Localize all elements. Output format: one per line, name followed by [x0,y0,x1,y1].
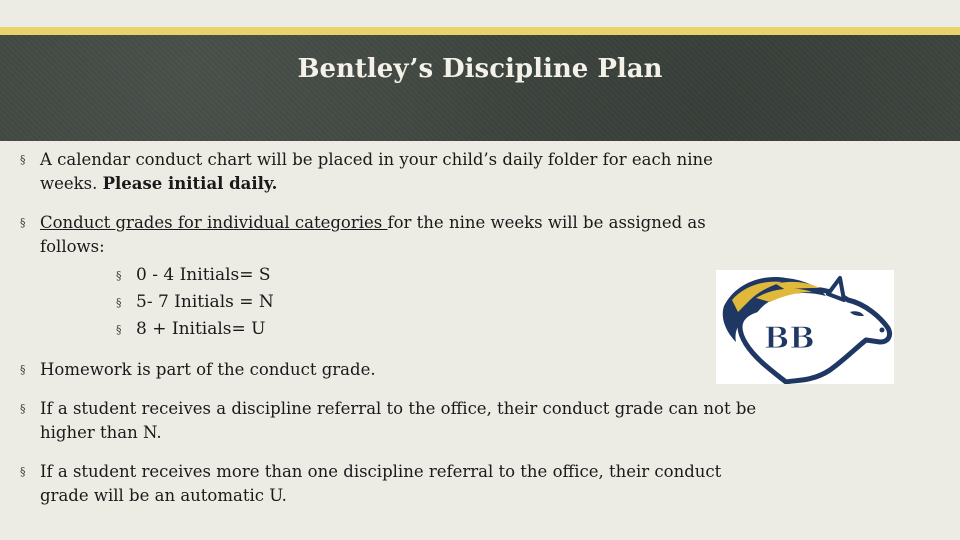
bullet-marker: § [20,153,26,166]
sub-bullet-item [116,262,765,289]
bullet-list [20,148,765,523]
bullet-text: If a student receives more than one discipline referral to the office, their conduct grade will be an automatic U. [40,462,722,505]
bullet-item [20,211,765,343]
bullet-marker: § [20,402,26,415]
bullet-marker: § [116,323,122,336]
bullet-text: Homework is part of the conduct grade. [40,360,376,379]
bullet-underlined-text: Conduct grades for individual categories [40,213,388,232]
sub-bullet-list [116,262,765,343]
bullet-marker: § [20,465,26,478]
bullet-text: for the nine weeks will be assigned as follows: [40,213,706,256]
bullet-item [20,148,765,196]
bullet-item [20,397,765,445]
bullet-text: A calendar conduct chart will be placed in your child’s daily folder for each nine weeks. [40,150,713,193]
bullet-emphasis: Please initial daily. [102,174,278,193]
slide-title: Bentley’s Discipline Plan [297,54,663,84]
sub-bullet-text: 5- 7 Initials = N [136,292,274,312]
logo-letters: BB [764,321,815,356]
bullet-marker: § [116,296,122,309]
sub-bullet-text: 0 - 4 Initials= S [136,265,271,285]
bullet-item [20,460,765,508]
bullet-item [20,358,765,382]
school-logo [716,270,894,384]
accent-strip [0,27,960,35]
sub-bullet-item [116,316,765,343]
sub-bullet-text: 8 + Initials= U [136,319,266,339]
bronco-mascot-icon [716,270,894,384]
sub-bullet-item [116,289,765,316]
bullet-marker: § [116,269,122,282]
bullet-marker: § [20,363,26,376]
bullet-marker: § [20,216,26,229]
bullet-text: If a student receives a discipline referral to the office, their conduct grade can not be higher than N. [40,399,757,442]
title-banner [0,35,960,141]
